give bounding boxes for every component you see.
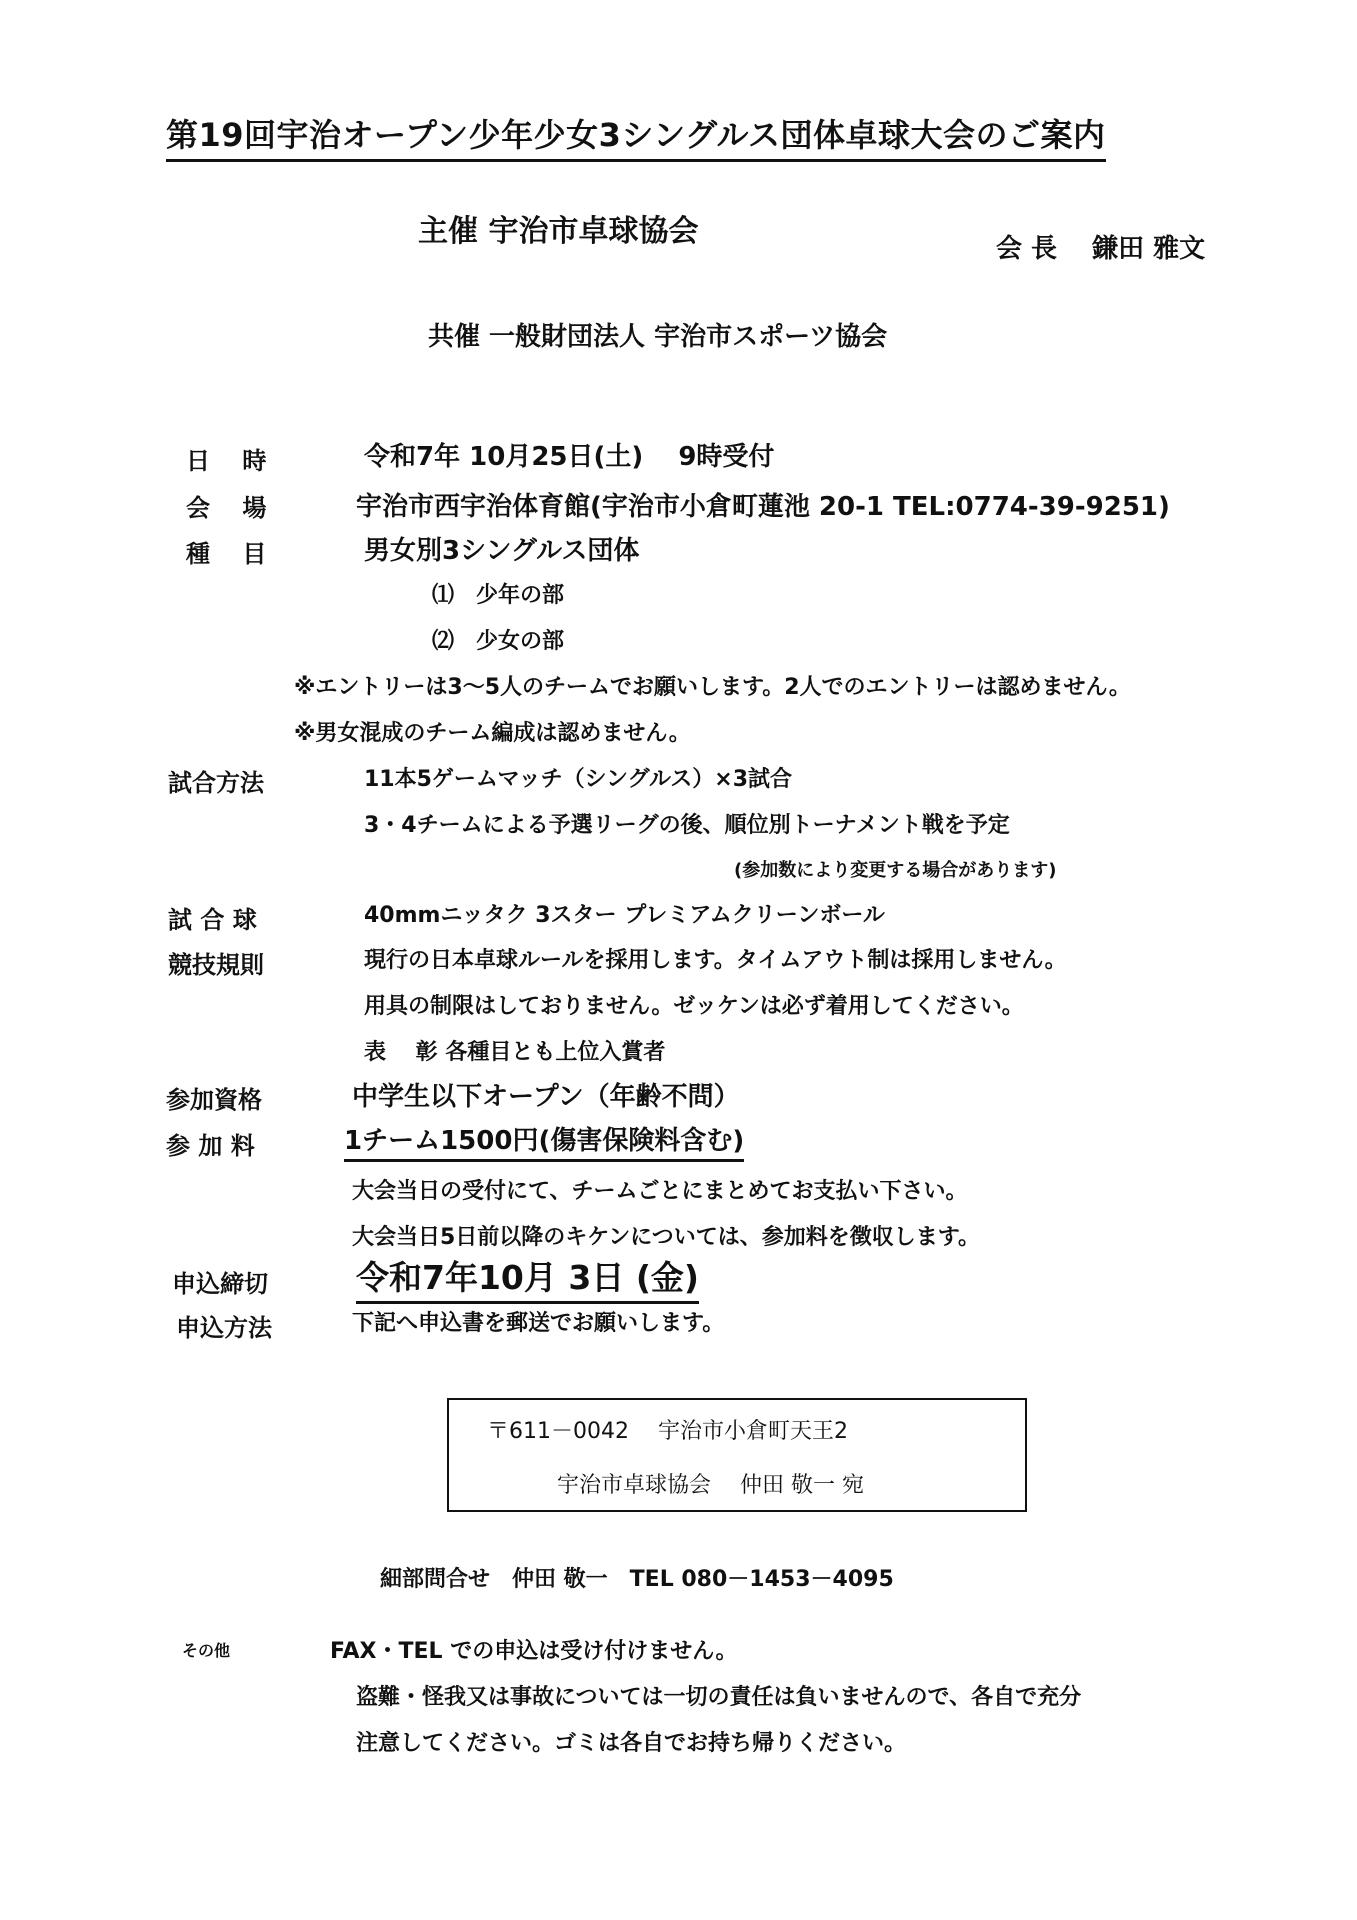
ball-value: 40mmニッタク 3スター プレミアムクリーンボール bbox=[364, 903, 885, 928]
method-value-1: 11本5ゲームマッチ（シングルス）×3試合 bbox=[364, 767, 793, 792]
venue-value: 宇治市西宇治体育館(宇治市小倉町蓮池 20-1 TEL:0774-39-9251) bbox=[356, 492, 1170, 522]
entry-note: ※エントリーは3～5人のチームでお願いします。2人でのエントリーは認めません。 bbox=[294, 675, 1131, 700]
method-note: (参加数により変更する場合があります) bbox=[734, 860, 1057, 881]
event-label: 種 目 bbox=[186, 540, 267, 568]
venue-label: 会 場 bbox=[186, 494, 267, 522]
fee-label: 参 加 料 bbox=[166, 1132, 255, 1160]
postal-address: 〒611－0042 宇治市小倉町天王2 bbox=[487, 1419, 848, 1444]
mailing-address-box bbox=[447, 1398, 1027, 1512]
deadline-value: 令和7年10月 3日 (金) bbox=[356, 1252, 699, 1304]
eligibility-label: 参加資格 bbox=[166, 1086, 262, 1114]
other-line-1: FAX・TEL での申込は受け付けません。 bbox=[330, 1639, 738, 1664]
page-title: 第19回宇治オープン少年少女3シングルス団体卓球大会のご案内 bbox=[166, 110, 1106, 162]
fee-note-2: 大会当日5日前以降のキケンについては、参加料を徴収します。 bbox=[352, 1225, 981, 1250]
ball-label: 試 合 球 bbox=[168, 906, 257, 934]
rules-value-2: 用具の制限はしておりません。ゼッケンは必ず着用してください。 bbox=[364, 994, 1024, 1019]
other-line-2: 盗難・怪我又は事故については一切の責任は負いませんので、各自で充分 bbox=[356, 1685, 1082, 1710]
president: 会 長 鎌田 雅文 bbox=[996, 234, 1206, 264]
apply-value: 下記へ申込書を郵送でお願いします。 bbox=[352, 1311, 725, 1336]
other-line-3: 注意してください。ゴミは各自でお持ち帰りください。 bbox=[356, 1731, 907, 1756]
rules-value-1: 現行の日本卓球ルールを採用します。タイムアウト制は採用しません。 bbox=[364, 948, 1067, 973]
fee-value: 1チーム1500円(傷害保険料含む) bbox=[344, 1120, 744, 1162]
eligibility-value: 中学生以下オープン（年齢不問） bbox=[352, 1082, 740, 1112]
date-label: 日 時 bbox=[186, 447, 267, 475]
contact-info: 細部問合せ 仲田 敬一 TEL 080－1453－4095 bbox=[380, 1567, 894, 1592]
host: 主催 宇治市卓球協会 bbox=[418, 214, 699, 249]
category-boys: ⑴ 少年の部 bbox=[432, 583, 565, 608]
apply-label: 申込方法 bbox=[176, 1314, 272, 1342]
other-label: その他 bbox=[182, 1641, 231, 1660]
category-girls: ⑵ 少女の部 bbox=[432, 629, 565, 654]
method-label: 試合方法 bbox=[168, 769, 264, 797]
fee-note-1: 大会当日の受付にて、チームごとにまとめてお支払い下さい。 bbox=[352, 1179, 968, 1204]
event-value: 男女別3シングルス団体 bbox=[364, 536, 640, 566]
recipient: 宇治市卓球協会 仲田 敬一 宛 bbox=[557, 1473, 864, 1498]
cohost: 共催 一般財団法人 宇治市スポーツ協会 bbox=[428, 322, 888, 352]
method-value-2: 3・4チームによる予選リーグの後、順位別トーナメント戦を予定 bbox=[364, 813, 1010, 838]
rules-label: 競技規則 bbox=[168, 951, 264, 979]
award: 表 彰 各種目とも上位入賞者 bbox=[364, 1040, 666, 1065]
deadline-label: 申込締切 bbox=[172, 1270, 268, 1298]
date-value: 令和7年 10月25日(土) 9時受付 bbox=[364, 442, 775, 472]
mixed-team-note: ※男女混成のチーム編成は認めません。 bbox=[294, 721, 691, 746]
